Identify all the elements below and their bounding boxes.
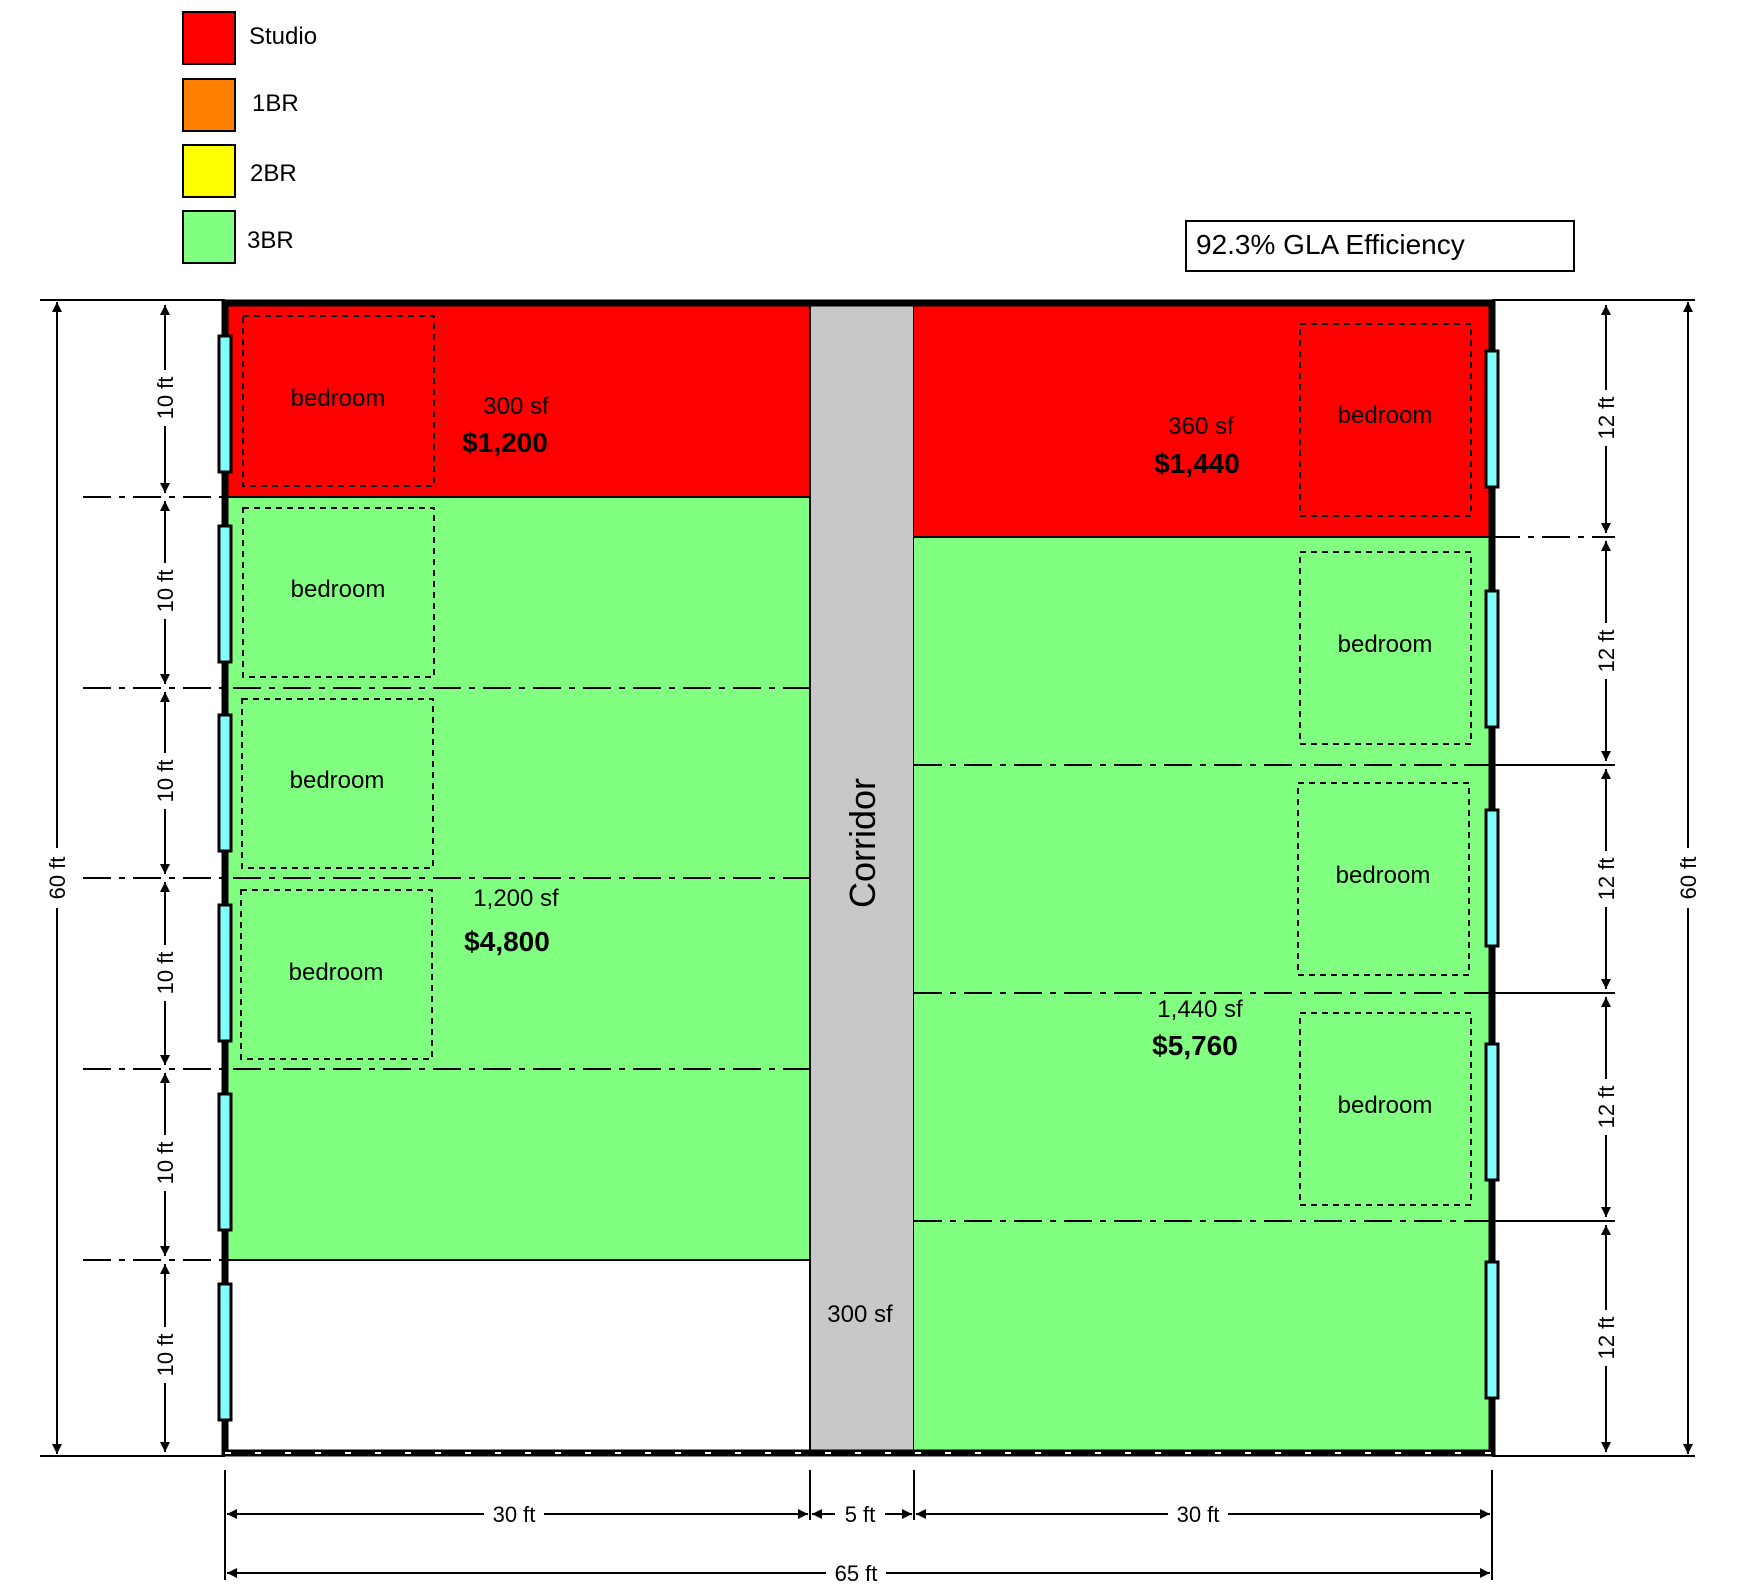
- window-left-4: [219, 905, 231, 1041]
- legend-swatch-studio: [183, 12, 235, 64]
- dim-label-corridor-width: 5 ft: [844, 1502, 876, 1527]
- dim-label-left-5: 10 ft: [153, 1141, 178, 1185]
- legend-label-1br: 1BR: [252, 90, 299, 117]
- dim-label-right-4: 12 ft: [1594, 1085, 1619, 1129]
- window-left-3: [219, 715, 231, 851]
- bedroom-label: bedroom: [288, 959, 384, 986]
- legend-label-studio: Studio: [249, 23, 318, 50]
- bedroom-label: bedroom: [290, 576, 386, 603]
- window-right-2: [1486, 591, 1498, 727]
- dim-label-right-overall: 60 ft: [1676, 856, 1701, 900]
- legend-item-3br: [183, 211, 294, 263]
- legend: [183, 12, 317, 263]
- window-right-3: [1486, 810, 1498, 946]
- right-studio-rent: $1,440: [1154, 448, 1240, 479]
- legend-swatch-3br: [183, 211, 235, 263]
- dim-label-right-2: 12 ft: [1594, 629, 1619, 673]
- dim-label-left-6: 10 ft: [153, 1333, 178, 1377]
- bedroom-label: bedroom: [1335, 862, 1431, 889]
- left-studio-area: 300 sf: [483, 393, 549, 420]
- legend-item-2br: [183, 145, 297, 197]
- dim-label-right-width: 30 ft: [1176, 1502, 1220, 1527]
- dim-label-left-2: 10 ft: [153, 569, 178, 613]
- right-3br-rent: $5,760: [1152, 1030, 1238, 1061]
- window-left-1: [219, 336, 231, 472]
- dim-label-right-5: 12 ft: [1594, 1316, 1619, 1360]
- bedroom-label: bedroom: [290, 385, 386, 412]
- dim-label-left-1: 10 ft: [153, 376, 178, 420]
- dim-label-left-overall: 60 ft: [45, 856, 70, 900]
- efficiency-label: 92.3% GLA Efficiency: [1196, 229, 1465, 260]
- window-right-4: [1486, 1044, 1498, 1180]
- left-studio-rent: $1,200: [462, 427, 548, 458]
- dim-label-right-1: 12 ft: [1594, 396, 1619, 440]
- right-studio-area: 360 sf: [1168, 413, 1234, 440]
- legend-item-studio: [183, 12, 317, 64]
- left-3br-area: 1,200 sf: [473, 885, 559, 912]
- legend-label-3br: 3BR: [247, 227, 294, 254]
- efficiency-box: [1186, 221, 1574, 271]
- legend-swatch-1br: [183, 79, 235, 131]
- bedroom-label: bedroom: [1337, 631, 1433, 658]
- window-right-1: [1486, 351, 1498, 487]
- dim-label-overall-width: 65 ft: [834, 1561, 878, 1586]
- window-left-2: [219, 526, 231, 662]
- corridor-area: 300 sf: [827, 1301, 893, 1328]
- dim-label-left-width: 30 ft: [492, 1502, 536, 1527]
- window-left-5: [219, 1094, 231, 1230]
- right-3br-area: 1,440 sf: [1157, 996, 1243, 1023]
- legend-item-1br: [183, 79, 299, 131]
- legend-label-2br: 2BR: [250, 160, 297, 187]
- dim-label-left-4: 10 ft: [153, 951, 178, 995]
- left-3br-rent: $4,800: [464, 926, 550, 957]
- right-3br-unit: [914, 537, 1492, 1453]
- dim-label-right-3: 12 ft: [1594, 857, 1619, 901]
- left-vacant-area: [225, 1260, 810, 1453]
- legend-swatch-2br: [183, 145, 235, 197]
- corridor-label: Corridor: [842, 777, 883, 909]
- bedroom-label: bedroom: [289, 767, 385, 794]
- window-left-6: [219, 1284, 231, 1420]
- dim-label-left-3: 10 ft: [153, 759, 178, 803]
- bedroom-label: bedroom: [1337, 402, 1433, 429]
- window-right-5: [1486, 1262, 1498, 1398]
- bedroom-label: bedroom: [1337, 1092, 1433, 1119]
